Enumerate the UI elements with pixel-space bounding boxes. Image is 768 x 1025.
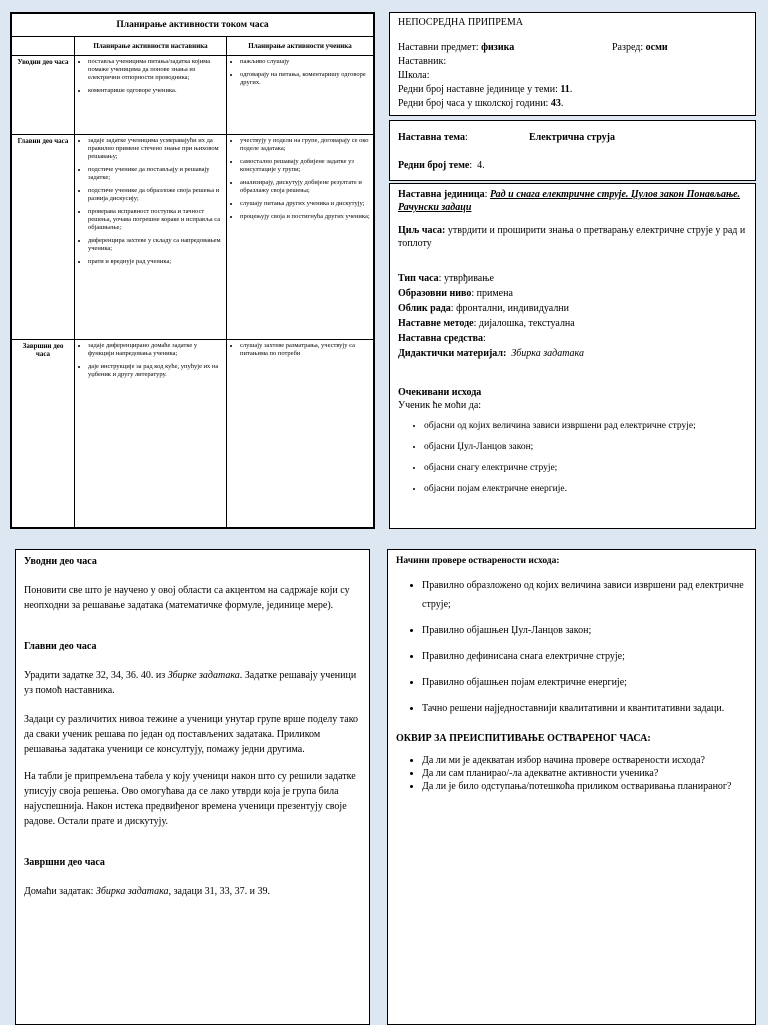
theme-number-value: 4 — [477, 160, 483, 171]
col-header-student: Планирање активности ученика — [227, 37, 374, 56]
edu-level-value: примена — [476, 288, 513, 299]
review-list — [396, 754, 747, 793]
end-text-a: Домаћи задатак: — [24, 886, 96, 897]
list-item: • самостално решавају добијене задатке уз консултације у групи; — [240, 158, 370, 174]
list-item: • анализирају, дискутују добијене резултате и образлажу своја решења; — [240, 179, 370, 195]
unit-number-value: 11 — [560, 84, 570, 95]
main-heading: Главни део часа — [24, 641, 97, 652]
unit-number-label: Редни број наставне јединице у теми: — [398, 84, 561, 95]
outcome-check-panel — [387, 549, 756, 1025]
theme-label: Наставна тема — [398, 132, 466, 143]
preparation-panel: НЕПОСРЕДНА ПРИПРЕМА Наставни предмет: физика Разред: осми Наставник: Школа: Редни број наставне јединице у теми: 11. Редни број часа у школској години: 43. — [389, 12, 756, 116]
didactic-value: Збирка задатака — [511, 348, 584, 359]
unit-panel: Наставна јединица: Рад и снага електричне струје. Џулов закон Понављање. Рачунски задаци Циљ часа: утврдити и проширити знања о претварању електричне струје у рад и топлоту Тип часа: утврђивање Образовни ниво: примена Облик рада: фронтални, индивидуални Наставне методе: дијалошка, текстуална Наставна средства: Дидактички материјал: Збирка задатака Очекивани исхода Ученик ће моћи да: • објасни од којих величина зависи извршени рад електричне струје; • објасни Џул-Ланцов закон; • објасни снагу електричне струје; • објасни појам електричне енергије. — [389, 183, 756, 529]
list-item: • слушају питања других ученика и дискутују; — [240, 200, 370, 208]
list-item: • Правилно објашњен Џул-Ланцов закон; — [422, 621, 747, 640]
row-label-final: Завршни део часа — [12, 340, 75, 528]
outcomes-intro: Ученик ће моћи да: — [398, 400, 482, 411]
list-item: • задаје диференцирано домаће задатке у функцији напредовања ученика; — [88, 342, 223, 358]
theme-value: Електрична струја — [529, 132, 615, 143]
list-item: • поставља ученицима питања/задатка којима помаже ученицима да понове знања из електрични отпорности проводника; — [88, 58, 223, 82]
list-item: • диференцира захтеве у складу са напредовањем ученика; — [88, 237, 223, 253]
list-item: • Правилно образложено од којих величина зависи извршени рад електричне струје; — [422, 576, 747, 614]
work-form-value: фронтални, индивидуални — [456, 303, 570, 314]
list-item: • прати и вреднује рад ученика; — [88, 258, 223, 266]
end-heading: Завршни део часа — [24, 857, 105, 868]
lesson-type-value: утврђивање — [443, 273, 494, 284]
grade-label: Разред: — [612, 42, 646, 53]
activity-planning-table — [10, 12, 375, 529]
unit-value: Рад и снага електричне струје. Џулов закон Понављање. Рачунски задаци — [398, 189, 741, 213]
main-text-a: Урадити задатке 32, 34, 36. 40. из — [24, 670, 168, 681]
table-title: Планирање активности током часа — [12, 14, 374, 37]
main-text-c: . Задатке решавају ученици уз помоћ наставника. — [24, 670, 357, 696]
end-text-c: , задаци 31, 33, 37. и 39. — [168, 886, 271, 897]
didactic-label: Дидактички материјал: — [398, 348, 507, 359]
main-text-2: Задаци су различитих нивоа тежине а ученици унутар групе врше поделу тако да сваки ученик решава по један од постављених задатака. Приликом решавања задатака ученици се консултују, помажу једни другима. — [24, 714, 359, 755]
list-item: • Тачно решени најједноставнији квалитативни и квантитативни задаци. — [422, 699, 747, 718]
intro-text: Поновити све што је научено у овој области са акцентом на садржаје који су неопходни за решавање задатака (математичке формуле, јединице мере). — [24, 585, 350, 611]
teacher-label: Наставник: — [398, 56, 447, 67]
edu-level-label: Образовни ниво — [398, 288, 472, 299]
outcomes-heading: Очекивани исхода — [398, 387, 482, 398]
lesson-flow-panel — [15, 549, 370, 1025]
goal-value: утврдити и проширити знања о претварању електричне струје у рад и топлоту — [398, 225, 746, 249]
prep-heading: НЕПОСРЕДНА ПРИПРЕМА — [398, 17, 524, 28]
list-item: • задаје задатке ученицима усмеравајући их да правилно примене стечено знање при њиховом решавању; — [88, 137, 223, 161]
list-item: • Да ли ми је адекватан избор начина провере остварености исхода? — [422, 754, 747, 767]
methods-label: Наставне методе — [398, 318, 474, 329]
list-item: • Да ли сам планирао/-ла адекватне активности ученика? — [422, 767, 747, 780]
main-text-book: Збирке задатака — [167, 670, 240, 681]
main-text-3: На табли је припремљена табела у коју ученици након што су решили задатке уписују своја решења. Ово омогућава да се лако утврди која је група била најуспешнија. Након истека предвиђеног времена ученици презентују своје радове. Остали прате и дискутују. — [24, 771, 356, 827]
means-label: Наставна средства — [398, 333, 484, 344]
lesson-type-label: Тип часа — [398, 273, 439, 284]
row-label-main: Главни део часа — [12, 135, 75, 340]
grade-value: осми — [645, 42, 668, 53]
lesson-number-label: Редни број часа у школској години: — [398, 98, 551, 109]
end-text-book: Збирка задатака — [95, 886, 169, 897]
list-item: • проверава исправност поступка и тачност решења, уочава погрешне кораке и исправља са објашњење; — [88, 208, 223, 232]
list-item: • објасни Џул-Ланцов закон; — [424, 441, 747, 454]
check-list — [396, 576, 747, 718]
theme-panel: Наставна тема: Електрична струја Редни број теме: 4. — [389, 120, 756, 181]
unit-label: Наставна јединица — [398, 189, 485, 200]
list-item: • подстиче ученике да образложе своја решења и развија дискусију; — [88, 187, 223, 203]
list-item: • Правилно објашњен појам електричне енергије; — [422, 673, 747, 692]
list-item: • одговарају на питања, коментаришу одговоре других. — [240, 71, 370, 87]
outcomes-list — [398, 420, 747, 496]
lesson-number-value: 43 — [550, 98, 561, 109]
theme-number-label: Редни број теме — [398, 160, 470, 171]
subject-label: Наставни предмет: — [398, 42, 482, 53]
review-heading: ОКВИР ЗА ПРЕИСПИТИВАЊЕ ОСТВАРЕНОГ ЧАСА: — [396, 733, 651, 744]
list-item: • Правилно дефинисана снага електричне струје; — [422, 647, 747, 666]
list-item: • пажљиво слушају — [240, 58, 370, 66]
row-label-intro: Уводни део часа — [12, 56, 75, 135]
list-item: • процењују своја и постигнућа других ученика; — [240, 213, 370, 221]
list-item: • објасни од којих величина зависи извршени рад електричне струје; — [424, 420, 747, 433]
list-item: • слушају захтеве разматрања, учествују са питањима по потреби — [240, 342, 370, 358]
list-item: • објасни појам електричне енергије. — [424, 483, 747, 496]
list-item: • даје инструкције за рад код куће, упућује их на уџбеник и другу литературу. — [88, 363, 223, 379]
work-form-label: Облик рада — [398, 303, 451, 314]
col-header-teacher: Планирање активности наставника — [75, 37, 227, 56]
list-item: • објасни снагу електричне струје; — [424, 462, 747, 475]
check-heading: Начини провере остварености исхода: — [396, 556, 560, 566]
list-item: • подстиче ученике да постављају и решавају задатке; — [88, 166, 223, 182]
list-item: • Да ли је било одступања/потешкоћа приликом остваривања планираног? — [422, 780, 747, 793]
list-item: • коментарише одговоре ученика. — [88, 87, 223, 95]
subject-value: физика — [481, 42, 515, 53]
intro-heading: Уводни део часа — [24, 556, 97, 567]
methods-value: дијалошка, текстуална — [478, 318, 575, 329]
school-label: Школа: — [398, 70, 430, 81]
list-item: • учествују у подели на групе, договарају се око поделе задатака; — [240, 137, 370, 153]
goal-label: Циљ часа: — [398, 225, 446, 236]
